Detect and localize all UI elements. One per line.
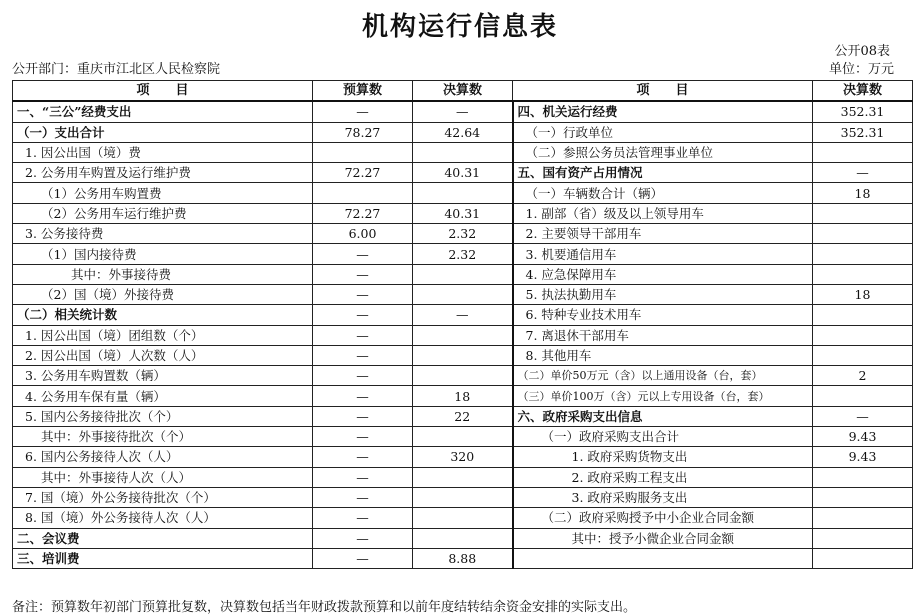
- left-item: （2）公务用车运行维护费: [13, 203, 313, 223]
- left-item: （2）国（境）外接待费: [13, 284, 313, 304]
- budget-value: —: [313, 508, 413, 528]
- right-item: 四、机关运行经费: [513, 101, 813, 122]
- final-value: 40.31: [413, 203, 513, 223]
- right-value: [813, 528, 913, 548]
- left-item: 一、“三公”经费支出: [13, 101, 313, 122]
- table-row: [13, 224, 913, 244]
- right-value: 352.31: [813, 122, 913, 142]
- table-row: [13, 203, 913, 223]
- budget-value: —: [313, 101, 413, 122]
- final-value: [413, 366, 513, 386]
- final-value: [413, 142, 513, 162]
- right-value: [813, 386, 913, 406]
- left-item: （1）国内接待费: [13, 244, 313, 264]
- final-value: [413, 284, 513, 304]
- left-item: 其中：外事接待批次（个）: [13, 427, 313, 447]
- left-item: 1. 因公出国（境）费: [13, 142, 313, 162]
- header-budget: 预算数: [313, 81, 413, 102]
- right-item: 4. 应急保障用车: [513, 264, 813, 284]
- header-right-final: 决算数: [813, 81, 913, 102]
- table-row: [13, 487, 913, 507]
- info-table: [12, 80, 913, 569]
- final-value: [413, 528, 513, 548]
- left-item: 其中：外事接待费: [13, 264, 313, 284]
- left-item: 1. 因公出国（境）团组数（个）: [13, 325, 313, 345]
- left-item: （一）支出合计: [13, 122, 313, 142]
- left-item: 6. 国内公务接待人次（人）: [13, 447, 313, 467]
- table-row: [13, 447, 913, 467]
- right-value: 352.31: [813, 101, 913, 122]
- final-value: 320: [413, 447, 513, 467]
- final-value: 2.32: [413, 224, 513, 244]
- final-value: —: [413, 101, 513, 122]
- final-value: 8.88: [413, 548, 513, 568]
- right-item: （一）行政单位: [513, 122, 813, 142]
- table-row: [13, 528, 913, 548]
- right-item: （二）单价50万元（含）以上通用设备（台，套）: [513, 366, 813, 386]
- page-title: 机构运行信息表: [361, 12, 558, 42]
- table-row: [13, 508, 913, 528]
- right-item: 8. 其他用车: [513, 345, 813, 365]
- footnote: 备注：预算数年初部门预算批复数，决算数包括当年财政拨款预算和以前年度结转结余资金安排的实际支出。: [12, 600, 637, 615]
- table-row: [13, 406, 913, 426]
- table-row: [13, 264, 913, 284]
- budget-value: —: [313, 487, 413, 507]
- final-value: 42.64: [413, 122, 513, 142]
- table-row: [13, 122, 913, 142]
- final-value: [413, 345, 513, 365]
- right-value: [813, 467, 913, 487]
- right-item: [513, 548, 813, 568]
- table-row: [13, 142, 913, 162]
- right-value: [813, 508, 913, 528]
- unit-label: 单位：万元: [828, 62, 894, 77]
- right-item: 7. 离退休干部用车: [513, 325, 813, 345]
- budget-value: —: [313, 447, 413, 467]
- left-item: 3. 公务接待费: [13, 224, 313, 244]
- budget-value: [313, 183, 413, 203]
- table-row: [13, 325, 913, 345]
- right-item: 3. 政府采购服务支出: [513, 487, 813, 507]
- budget-value: —: [313, 427, 413, 447]
- right-item: 6. 特种专业技术用车: [513, 305, 813, 325]
- right-value: 18: [813, 284, 913, 304]
- table-row: [13, 345, 913, 365]
- final-value: 2.32: [413, 244, 513, 264]
- table-row: [13, 183, 913, 203]
- header-final: 决算数: [413, 81, 513, 102]
- right-item: （二）政府采购授予中小企业合同金额: [513, 508, 813, 528]
- left-item: 2. 因公出国（境）人次数（人）: [13, 345, 313, 365]
- budget-value: —: [313, 406, 413, 426]
- final-value: 18: [413, 386, 513, 406]
- right-item: （一）车辆数合计（辆）: [513, 183, 813, 203]
- right-value: 2: [813, 366, 913, 386]
- table-row: [13, 305, 913, 325]
- budget-value: —: [313, 305, 413, 325]
- right-item: （三）单价100万（含）元以上专用设备（台，套）: [513, 386, 813, 406]
- right-item: 2. 主要领导干部用车: [513, 224, 813, 244]
- header-row: [13, 81, 913, 102]
- left-item: 7. 国（境）外公务接待批次（个）: [13, 487, 313, 507]
- table-row: [13, 467, 913, 487]
- left-item: 二、会议费: [13, 528, 313, 548]
- budget-value: 6.00: [313, 224, 413, 244]
- left-item: 5. 国内公务接待批次（个）: [13, 406, 313, 426]
- budget-value: —: [313, 345, 413, 365]
- header-right-item: 项 目: [513, 81, 813, 102]
- right-item: 五、国有资产占用情况: [513, 163, 813, 183]
- right-item: 1. 政府采购货物支出: [513, 447, 813, 467]
- table-row: [13, 284, 913, 304]
- final-value: [413, 487, 513, 507]
- right-item: 六、政府采购支出信息: [513, 406, 813, 426]
- budget-value: —: [313, 528, 413, 548]
- department-label: 公开部门：重庆市江北区人民检察院: [12, 62, 221, 77]
- budget-value: —: [313, 386, 413, 406]
- left-item: 三、培训费: [13, 548, 313, 568]
- right-value: [813, 325, 913, 345]
- budget-value: 72.27: [313, 163, 413, 183]
- final-value: [413, 183, 513, 203]
- table-row: [13, 386, 913, 406]
- right-value: [813, 224, 913, 244]
- left-item: 其中：外事接待人次（人）: [13, 467, 313, 487]
- right-item: （一）政府采购支出合计: [513, 427, 813, 447]
- right-item: 2. 政府采购工程支出: [513, 467, 813, 487]
- header-left-item: 项 目: [13, 81, 313, 102]
- right-value: 18: [813, 183, 913, 203]
- right-value: [813, 345, 913, 365]
- right-value: 9.43: [813, 447, 913, 467]
- final-value: —: [413, 305, 513, 325]
- right-item: 5. 执法执勤用车: [513, 284, 813, 304]
- left-item: 3. 公务用车购置数（辆）: [13, 366, 313, 386]
- right-value: —: [813, 406, 913, 426]
- left-item: 8. 国（境）外公务接待人次（人）: [13, 508, 313, 528]
- right-value: [813, 244, 913, 264]
- right-value: [813, 548, 913, 568]
- final-value: [413, 264, 513, 284]
- budget-value: [313, 142, 413, 162]
- table-row: [13, 244, 913, 264]
- budget-value: —: [313, 244, 413, 264]
- left-item: （1）公务用车购置费: [13, 183, 313, 203]
- right-item: 其中：授予小微企业合同金额: [513, 528, 813, 548]
- final-value: [413, 508, 513, 528]
- right-value: [813, 487, 913, 507]
- budget-value: —: [313, 548, 413, 568]
- form-code: 公开08表: [834, 44, 890, 59]
- final-value: [413, 325, 513, 345]
- right-value: [813, 305, 913, 325]
- table-row: [13, 163, 913, 183]
- budget-value: —: [313, 284, 413, 304]
- final-value: [413, 427, 513, 447]
- right-value: [813, 264, 913, 284]
- budget-value: 72.27: [313, 203, 413, 223]
- final-value: [413, 467, 513, 487]
- right-item: 3. 机要通信用车: [513, 244, 813, 264]
- right-value: [813, 203, 913, 223]
- right-value: 9.43: [813, 427, 913, 447]
- budget-value: —: [313, 264, 413, 284]
- final-value: 22: [413, 406, 513, 426]
- left-item: 2. 公务用车购置及运行维护费: [13, 163, 313, 183]
- table-row: [13, 366, 913, 386]
- right-item: 1. 副部（省）级及以上领导用车: [513, 203, 813, 223]
- final-value: 40.31: [413, 163, 513, 183]
- table-row: [13, 101, 913, 122]
- budget-value: 78.27: [313, 122, 413, 142]
- budget-value: —: [313, 366, 413, 386]
- table-row: [13, 548, 913, 568]
- table-row: [13, 427, 913, 447]
- budget-value: —: [313, 467, 413, 487]
- left-item: 4. 公务用车保有量（辆）: [13, 386, 313, 406]
- budget-value: —: [313, 325, 413, 345]
- right-value: [813, 142, 913, 162]
- right-value: —: [813, 163, 913, 183]
- left-item: （二）相关统计数: [13, 305, 313, 325]
- right-item: （二）参照公务员法管理事业单位: [513, 142, 813, 162]
